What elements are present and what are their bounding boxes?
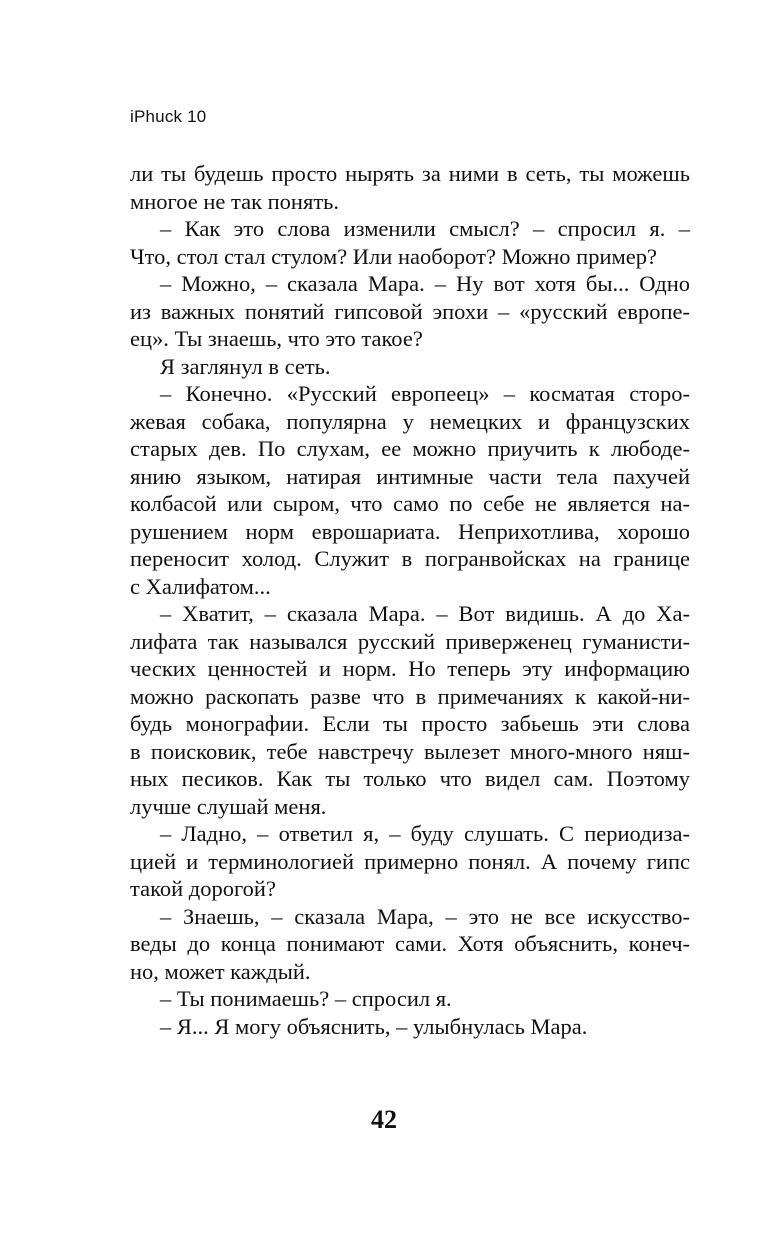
- text-line: Что, стол стал стулом? Или наоборот? Можно пример?: [130, 243, 657, 269]
- text-line: лучше слушай меня.: [130, 793, 327, 819]
- text-line: колбасой или сыром, что само по себе не является на-: [130, 491, 690, 516]
- text-line: лифата так назывался русский приверженец гуманисти-: [130, 628, 690, 654]
- text-line: в поисковик, тебе навстречу вылезет много-много няш-: [130, 738, 690, 764]
- text-line: но, может каждый.: [130, 958, 311, 984]
- text-line: жевая собака, популярна у немецких и французских: [130, 408, 690, 434]
- text-line: ец». Ты знаешь, что это такое?: [130, 326, 423, 351]
- text-line: будь монографии. Если ты просто забьешь эти слова: [130, 711, 690, 736]
- text-line: цией и терминологией примерно понял. А почему гипс: [130, 848, 690, 874]
- text-line: – Ты понимаешь? – спросил я.: [160, 986, 452, 1011]
- text-line: многое не так понять.: [130, 188, 340, 214]
- text-line: такой дорогой?: [130, 876, 276, 901]
- text-line: старых дев. По слухам, ее можно приучить к любоде-: [130, 436, 690, 461]
- text-line: ли ты будешь просто нырять за ними в сеть, ты можешь: [130, 161, 690, 186]
- body-text: [130, 160, 690, 1040]
- text-line: янию языком, натирая интимные части тела пахучей: [130, 463, 690, 489]
- text-line: из важных понятий гипсовой эпохи – «русский европе-: [130, 298, 690, 324]
- text-line: ческих ценностей и норм. Но теперь эту информацию: [130, 656, 690, 681]
- text-line: – Конечно. «Русский европеец» – косматая сторо-: [160, 381, 690, 406]
- text-line: – Я... Я могу объяснить, – улыбнулась Мара.: [160, 1013, 588, 1039]
- text-line: – Как это слова изменили смысл? – спросил я. –: [160, 216, 690, 241]
- text-line: можно раскопать разве что в примечаниях к какой-ни-: [130, 683, 690, 709]
- text-line: – Ладно, – ответил я, – буду слушать. С периодиза-: [160, 821, 690, 846]
- text-line: – Знаешь, – сказала Мара, – это не все искусство-: [160, 903, 690, 929]
- text-line: веды до конца понимают сами. Хотя объяснить, конеч-: [130, 931, 690, 956]
- running-header: iPhuck 10: [130, 107, 207, 126]
- text-line: переносит холод. Служит в погранвойсках на границе: [130, 546, 690, 571]
- text-line: рушением норм еврошариата. Неприхотлива, хорошо: [130, 518, 690, 544]
- text-line: – Можно, – сказала Мара. – Ну вот хотя бы... Одно: [160, 271, 690, 296]
- text-line: Я заглянул в сеть.: [160, 353, 331, 379]
- text-line: – Хватит, – сказала Мара. – Вот видишь. А до Ха-: [160, 601, 690, 626]
- text-line: ных песиков. Как ты только что видел сам. Поэтому: [130, 766, 690, 791]
- page-number: 42: [371, 1105, 397, 1134]
- text-line: с Халифатом...: [130, 573, 271, 599]
